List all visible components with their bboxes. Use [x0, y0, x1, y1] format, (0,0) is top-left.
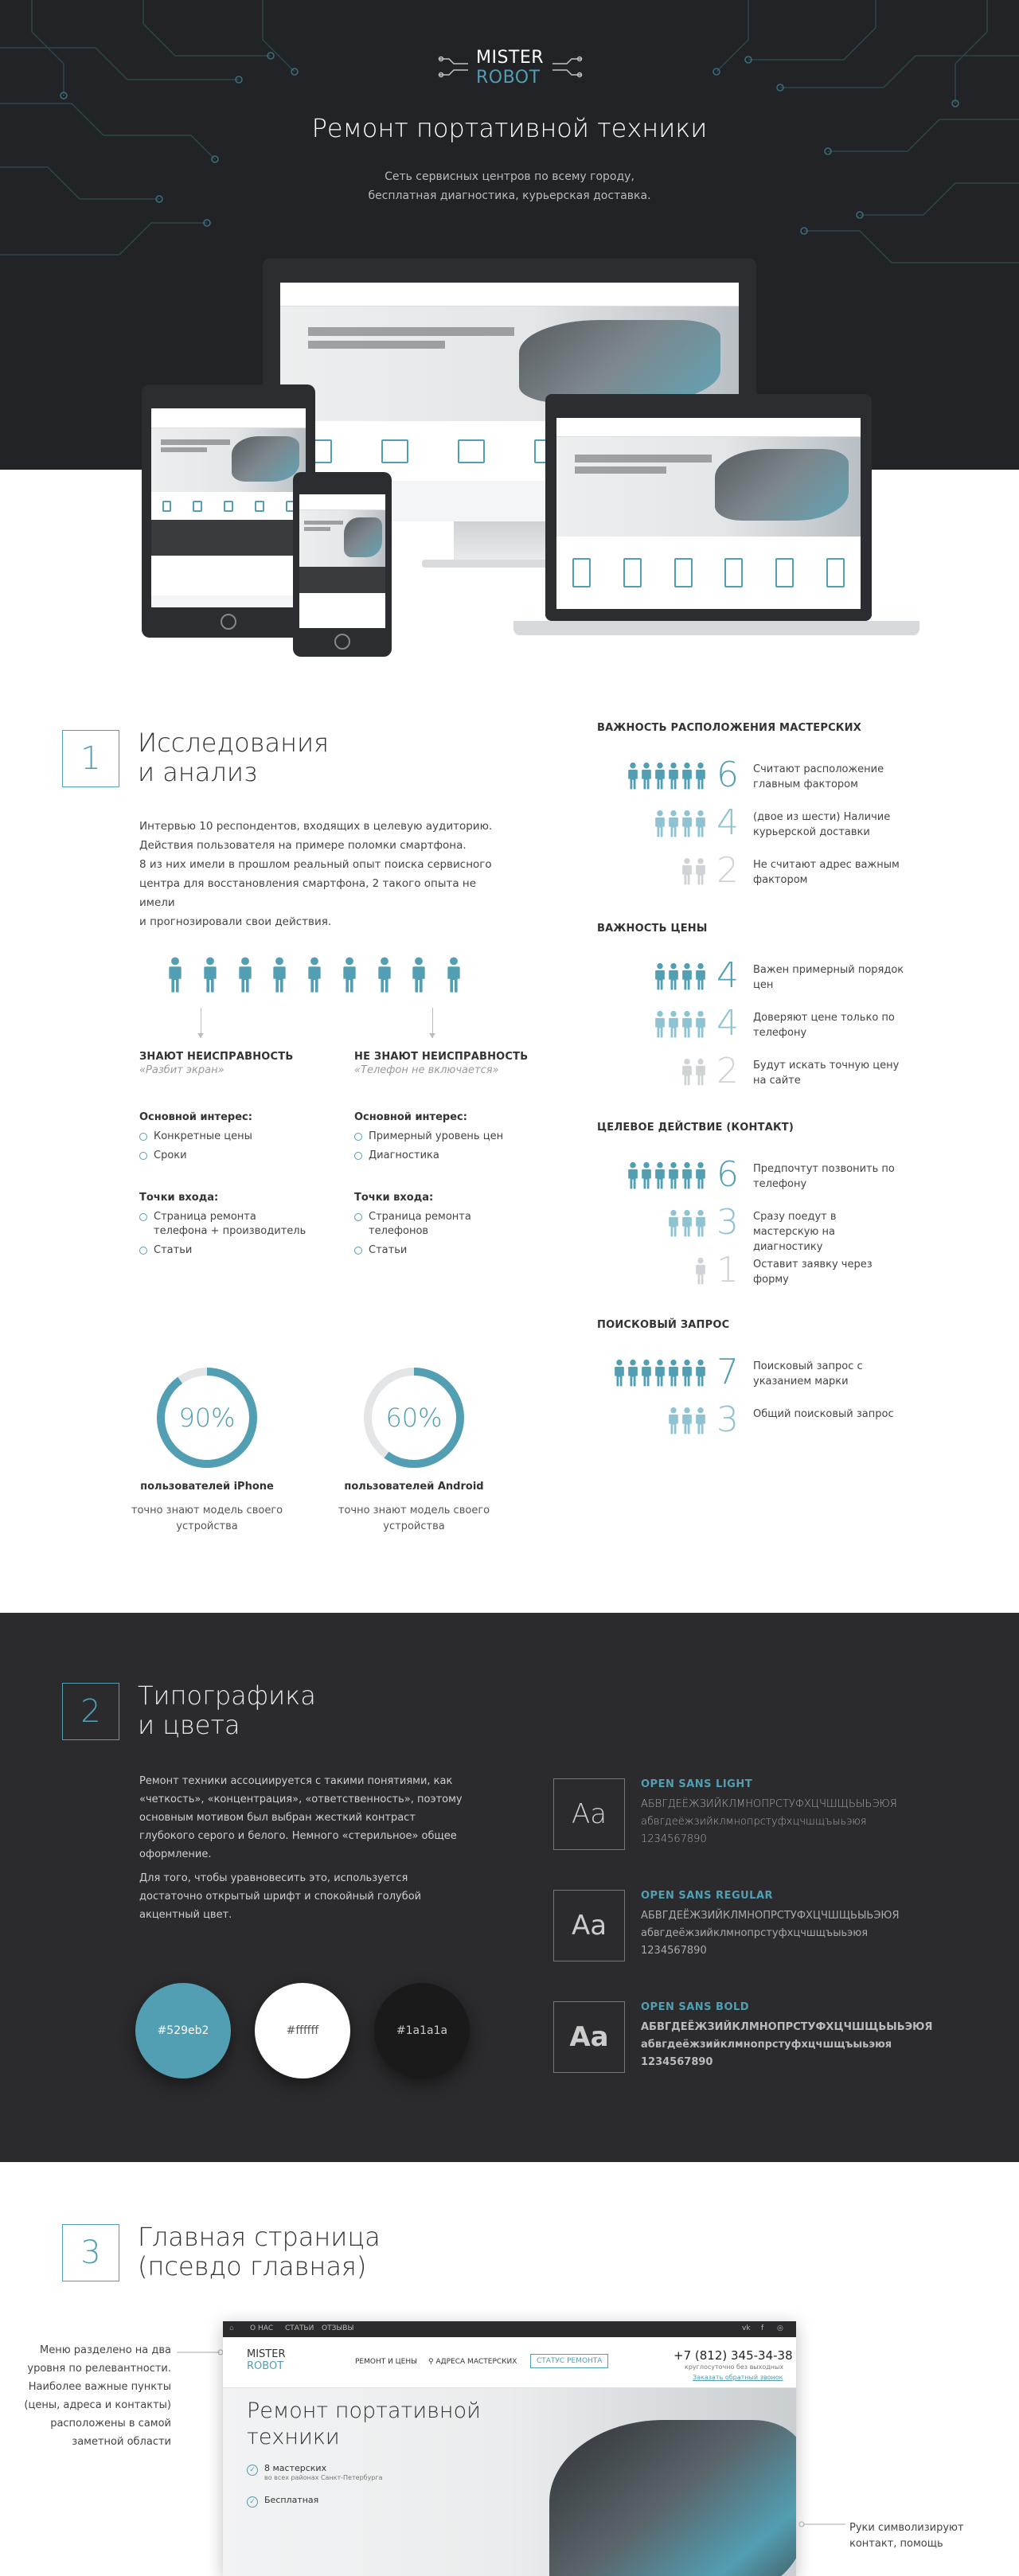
person-icon — [681, 1208, 693, 1239]
entry-label: Точки входа: — [354, 1192, 434, 1204]
group-heading: НЕ ЗНАЮТ НЕИСПРАВНОСТЬ — [354, 1051, 529, 1063]
group-quote: «Разбит экран» — [139, 1064, 224, 1076]
stat-people — [695, 1255, 706, 1287]
person-icon — [271, 957, 287, 993]
stats-column — [597, 658, 995, 1613]
font-lower: абвгдеёжзийклмнопрстуфхцчшщъыьэюя — [641, 1816, 867, 1828]
interest-label: Основной интерес: — [354, 1111, 467, 1123]
person-icon — [654, 808, 666, 840]
section-title — [138, 728, 329, 787]
person-icon — [695, 760, 706, 792]
intro-line: Интервью 10 респондентов, входящих в целевую аудиторию. — [139, 820, 493, 833]
phone-screen — [299, 494, 385, 628]
ring-value: 90% — [178, 1403, 236, 1433]
font-digits: 1234567890 — [641, 1833, 707, 1845]
stat-people — [668, 1405, 706, 1437]
home-icon[interactable]: ⌂ — [229, 2324, 234, 2332]
font-sample-bold: Aa — [553, 2001, 625, 2073]
laptop-device — [545, 394, 919, 641]
stat-people — [627, 760, 706, 792]
callback-link[interactable]: Заказать обратный звонок — [693, 2374, 783, 2381]
section-title — [138, 1681, 316, 1740]
person-icon — [668, 1405, 679, 1437]
font-sample-regular: Aa — [553, 1890, 625, 1961]
person-icon — [654, 961, 666, 993]
font-sample-light: Aa — [553, 1778, 625, 1850]
ring-sub: точно знают модель своего устройства — [338, 1505, 490, 1532]
font-title: OPEN SANS BOLD — [641, 2001, 750, 2013]
person-icon — [654, 1009, 666, 1040]
font-digits: 1234567890 — [641, 2056, 713, 2068]
font-upper: АБВГДЕЁЖЗИЙКЛМНОПРСТУФХЦЧШЩЬЫЬЭЮЯ — [641, 2021, 933, 2033]
stat-group-title: ПОИСКОВЫЙ ЗАПРОС — [597, 1319, 730, 1331]
interest-item: Конкретные цены — [139, 1130, 338, 1144]
font-digits: 1234567890 — [641, 1945, 707, 1957]
phone-device — [293, 472, 392, 657]
person-icon — [627, 1357, 638, 1389]
stat-number: 4 — [716, 1003, 739, 1044]
person-icon — [446, 957, 462, 993]
phone-note: круглосуточно без выходных — [685, 2363, 784, 2371]
person-icon — [668, 1009, 679, 1040]
stat-row — [597, 1352, 955, 1394]
section-title-line1: Исследования — [138, 728, 330, 758]
stat-row — [597, 956, 955, 997]
stat-number: 6 — [716, 755, 739, 795]
section-title-line1: Главная страница — [138, 2222, 381, 2252]
android-percent-ring — [362, 1366, 466, 1469]
font-lower: абвгдеёжзийклмнопрстуфхцчшщъыьэюя — [641, 2039, 892, 2051]
logo-line2: ROBOT — [476, 68, 541, 88]
check-icon: ✓ — [247, 2465, 258, 2476]
homepage-preview — [223, 2321, 796, 2576]
interest-item: Сроки — [139, 1149, 338, 1163]
section-number: 3 — [62, 2224, 119, 2281]
person-icon — [681, 1405, 693, 1437]
section-title-line2: и анализ — [138, 757, 258, 787]
stat-row — [597, 1202, 955, 1253]
font-upper: АБВГДЕЁЖЗИЙКЛМНОПРСТУФХЦЧШЩЬЫЬЭЮЯ — [641, 1798, 897, 1810]
circuit-logo-icon — [438, 51, 471, 86]
section-number: 2 — [62, 1683, 119, 1740]
person-icon — [681, 808, 693, 840]
person-icon — [654, 1160, 666, 1192]
stat-number: 2 — [716, 1051, 739, 1091]
site-logo-line1: MISTER — [247, 2348, 286, 2360]
font-lower: абвгдеёжзийклмнопрстуфхцчшщъыьэюя — [641, 1927, 869, 1939]
person-icon — [202, 957, 218, 993]
font-lines — [641, 2019, 932, 2071]
group-quote: «Телефон не включается» — [354, 1064, 499, 1076]
ring-label: пользователей Android — [344, 1481, 484, 1493]
intro-line: и прогнозировали свои действия. — [139, 915, 332, 928]
font-title: OPEN SANS REGULAR — [641, 1890, 774, 1902]
stat-number: 1 — [716, 1250, 739, 1290]
person-icon — [695, 961, 706, 993]
stat-text: Будут искать точную цену на сайте — [753, 1060, 900, 1087]
stat-number: 2 — [716, 850, 739, 891]
stat-text: Поисковый запрос с указанием марки — [753, 1360, 863, 1388]
stat-row — [597, 1155, 955, 1196]
person-icon — [641, 1160, 652, 1192]
stat-text: Важен примерный порядок цен — [753, 964, 904, 991]
stat-number: 7 — [716, 1352, 739, 1392]
top-link[interactable]: ОТЗЫВЫ — [322, 2324, 354, 2332]
person-icon — [681, 856, 693, 888]
menu-prices[interactable]: РЕМОНТ И ЦЕНЫ — [355, 2358, 418, 2366]
arrow-down-icon — [432, 1008, 433, 1038]
vk-icon[interactable]: vk — [742, 2324, 751, 2332]
stat-group-title: ВАЖНОСТЬ ЦЕНЫ — [597, 923, 708, 935]
stat-text: Сразу поедут в мастерскую на диагностику — [753, 1211, 837, 1253]
person-icon — [668, 1357, 679, 1389]
stat-group-title: ВАЖНОСТЬ РАСПОЛОЖЕНИЯ МАСТЕРСКИХ — [597, 722, 861, 734]
group-unknown-fault — [354, 1051, 553, 1263]
font-lines — [641, 1907, 900, 1960]
hero-subtitle: Сеть сервисных центров по всему городу, бесплатная диагностика, курьерская доставка. — [368, 170, 651, 202]
person-icon — [627, 1160, 638, 1192]
person-icon — [641, 1357, 652, 1389]
stat-row — [597, 803, 955, 845]
stat-text: Оставит заявку через форму — [753, 1259, 873, 1286]
entry-item: Статьи — [354, 1243, 553, 1258]
swatch-dark: #1a1a1a — [374, 1983, 470, 2078]
stat-row — [597, 1400, 955, 1442]
site-header — [223, 2337, 796, 2388]
stat-number: 4 — [716, 955, 739, 996]
font-lines — [641, 1796, 897, 1848]
person-icon — [237, 957, 253, 993]
person-icon — [695, 1009, 706, 1040]
laptop-screen — [556, 418, 861, 609]
stat-text: Не считают адрес важным фактором — [753, 859, 900, 886]
site-topbar — [223, 2321, 796, 2337]
stat-people — [654, 961, 706, 993]
stat-number: 4 — [716, 802, 739, 843]
person-icon — [654, 1357, 666, 1389]
top-link[interactable]: СТАТЬИ — [285, 2324, 314, 2332]
site-phone[interactable]: +7 (812) 345-34-38 — [673, 2348, 793, 2363]
logo[interactable] — [438, 46, 581, 91]
person-icon — [695, 856, 706, 888]
stat-people — [614, 1357, 706, 1389]
site-logo[interactable] — [247, 2348, 286, 2372]
swatch-accent: #529eb2 — [135, 1983, 231, 2078]
stat-people — [681, 856, 706, 888]
stat-number: 6 — [716, 1154, 739, 1195]
ring-value: 60% — [385, 1403, 443, 1433]
pin-icon: ⚲ — [428, 2358, 436, 2366]
feature-sub: во всех районах Санкт-Петербурга — [264, 2474, 383, 2481]
hands-note: Руки символизируют контакт, помощь — [849, 2522, 964, 2550]
person-icon — [668, 961, 679, 993]
person-icon — [695, 808, 706, 840]
person-icon — [342, 957, 357, 993]
group-knows-fault — [139, 1051, 338, 1263]
person-icon — [681, 1160, 693, 1192]
feature-title: Бесплатная — [264, 2495, 319, 2505]
note-connector — [796, 2519, 847, 2530]
person-icon — [681, 760, 693, 792]
entry-item: Страница ремонта телефонов — [354, 1210, 490, 1239]
top-link[interactable]: О НАС — [250, 2324, 274, 2332]
font-upper: АБВГДЕЁЖЗИЙКЛМНОПРСТУФХЦЧШЩЬЫЬЭЮЯ — [641, 1910, 900, 1922]
person-icon — [695, 1255, 706, 1287]
stat-text: Считают расположение главным фактором — [753, 763, 884, 790]
ring-label: пользователей iPhone — [140, 1481, 274, 1493]
entry-label: Точки входа: — [139, 1192, 219, 1204]
person-icon — [695, 1160, 706, 1192]
logo-text — [476, 48, 544, 88]
section-homepage — [0, 2162, 1019, 2576]
stat-people — [654, 1009, 706, 1040]
hero-title-line1: Ремонт портативной — [247, 2398, 481, 2423]
person-icon — [695, 1056, 706, 1088]
devices-mockup — [135, 259, 931, 657]
person-icon — [614, 1357, 625, 1389]
research-intro — [139, 817, 506, 931]
site-hero-title — [247, 2398, 481, 2450]
person-icon — [377, 957, 392, 993]
check-icon: ✓ — [247, 2496, 258, 2508]
entry-item: Статьи — [139, 1243, 338, 1258]
hands-tool-image — [549, 2420, 796, 2576]
site-hero — [223, 2388, 796, 2576]
entry-item: Страница ремонта телефона + производитель — [139, 1210, 306, 1239]
swatch-white: #ffffff — [255, 1983, 350, 2078]
intro-line: Действия пользователя на примере поломки смартфона. — [139, 839, 467, 852]
section-research — [0, 658, 1019, 1613]
person-icon — [167, 957, 183, 993]
person-icon — [681, 1009, 693, 1040]
hero-title: Ремонт портативной техники — [311, 113, 708, 143]
person-icon — [668, 1208, 679, 1239]
person-icon — [695, 1208, 706, 1239]
font-title: OPEN SANS LIGHT — [641, 1778, 753, 1790]
section-title-line1: Типографика — [138, 1680, 316, 1711]
interest-item: Примерный уровень цен — [354, 1130, 553, 1144]
person-icon — [627, 760, 638, 792]
stat-people — [627, 1160, 706, 1192]
person-icon — [695, 1405, 706, 1437]
person-icon — [411, 957, 427, 993]
stat-text: Доверяют цене только по телефону — [753, 1012, 895, 1039]
person-icon — [306, 957, 322, 993]
person-icon — [681, 1357, 693, 1389]
hero-title-line2: техники — [247, 2425, 340, 2449]
status-button[interactable]: СТАТУС РЕМОНТА — [530, 2354, 608, 2368]
stat-people — [681, 1056, 706, 1088]
person-icon — [641, 760, 652, 792]
person-icon — [681, 1056, 693, 1088]
stat-group-title: ЦЕЛЕВОЕ ДЕЙСТВИЕ (КОНТАКТ) — [597, 1122, 794, 1134]
respondents-row — [167, 957, 462, 997]
tablet-screen — [151, 408, 306, 607]
section-title — [138, 2223, 381, 2281]
group-heading: ЗНАЮТ НЕИСПРАВНОСТЬ — [139, 1051, 294, 1063]
stat-text: Общий поисковый запрос — [753, 1408, 894, 1420]
typography-text-1: Ремонт техники ассоциируется с такими понятиями, как «четкость», «концентрация», «ответственность», поэтому основным мотивом был выбран жесткий контраст глубокого серого и белого. Немного «стерильное» общее оформление. — [139, 1775, 463, 1860]
stat-text: Предпочтут позвонить по телефону — [753, 1163, 895, 1190]
stat-row — [597, 755, 955, 797]
stat-number: 3 — [716, 1399, 739, 1440]
circuit-logo-icon-right — [549, 51, 583, 86]
stat-row — [597, 851, 955, 892]
logo-line1: MISTER — [476, 48, 545, 68]
section-title-line2: и цвета — [138, 1710, 240, 1740]
ring-sub: точно знают модель своего устройства — [131, 1505, 283, 1532]
note-connector — [177, 2347, 224, 2358]
person-icon — [668, 808, 679, 840]
person-icon — [654, 760, 666, 792]
stat-row — [597, 1251, 955, 1292]
stat-people — [654, 808, 706, 840]
person-icon — [668, 1160, 679, 1192]
intro-line: центра для восстановления смартфона, 2 такого опыта не имели — [139, 877, 477, 909]
person-icon — [668, 760, 679, 792]
section-number: 1 — [62, 730, 119, 787]
tablet-device — [142, 384, 315, 638]
person-icon — [695, 1357, 706, 1389]
typography-text-2: Для того, чтобы уравновесить это, используется достаточно открытый шрифт и спокойный голубой акцентный цвет. — [139, 1872, 422, 1921]
menu-addresses-label: АДРЕСА МАСТЕРСКИХ — [435, 2358, 517, 2366]
interest-label: Основной интерес: — [139, 1111, 252, 1123]
site-logo-line2: ROBOT — [247, 2360, 284, 2372]
stat-people — [668, 1208, 706, 1239]
instagram-icon[interactable]: ◎ — [777, 2324, 783, 2332]
feature-title: 8 мастерских — [264, 2463, 327, 2473]
stat-row — [597, 1004, 955, 1045]
intro-line: 8 из них имели в прошлом реальный опыт поиска сервисного — [139, 858, 492, 871]
interest-item: Диагностика — [354, 1149, 553, 1163]
stat-row — [597, 1052, 955, 1093]
menu-addresses[interactable] — [428, 2358, 517, 2366]
iphone-percent-ring — [155, 1366, 259, 1469]
section-title-line2: (псевдо главная) — [138, 2251, 367, 2281]
stat-number: 3 — [716, 1202, 739, 1243]
menu-note: Меню разделено на два уровня по релевантности. Наиболее важные пункты (цены, адреса и контакты) расположены в самой заметной области — [24, 2344, 171, 2448]
facebook-icon[interactable]: f — [761, 2324, 764, 2332]
stat-text: (двое из шести) Наличие курьерской доставки — [753, 811, 891, 838]
person-icon — [681, 961, 693, 993]
section-typography — [0, 1613, 1019, 2162]
